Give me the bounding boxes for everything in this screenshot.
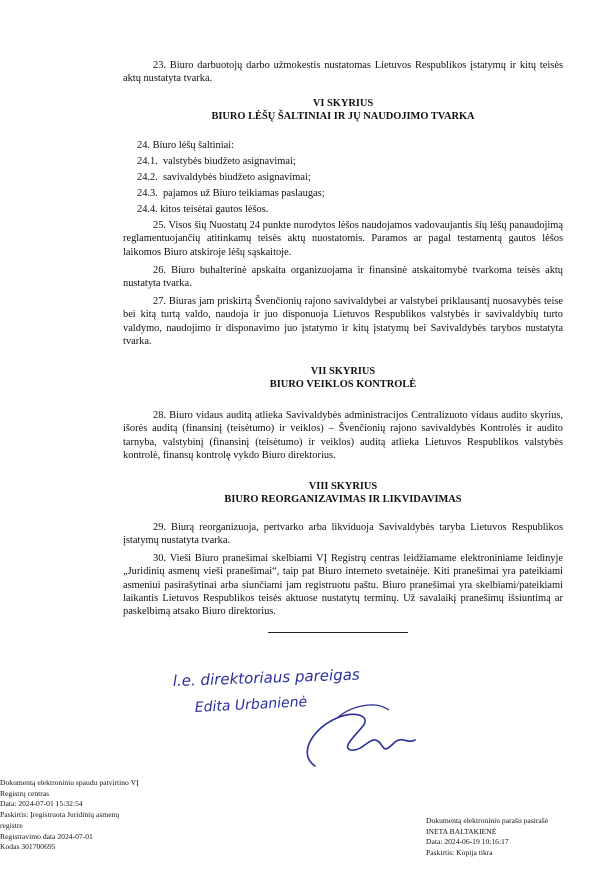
paragraph-29: 29. Biurą reorganizuoja, pertvarko arba likviduoja Savivaldybės taryba Lietuvos Respublikos įstatymų nustatyta tvarka. bbox=[123, 522, 563, 547]
paragraph-28: 28. Biuro vidaus auditą atlieka Savivaldybės administracijos Centralizuoto vidaus audito skyrius, išorės auditą (finansinį (teisėtumo) ir veiklos) – Švenčionių rajono savivaldybės Kontrolės ir audito tarnyba, valstybinį (finansinį (teisėtumo) ir veiklos) auditą atlieka Lietuvos Respublikos valstybės kontrolė, finansų kontrolę vykdo Biuro direktorius. bbox=[123, 410, 563, 461]
list-24-item-4: 24.4. kitos teisėtai gautos lėšos. bbox=[137, 204, 269, 215]
list-24-item-2: 24.2. savivaldybės biudžeto asignavimai; bbox=[137, 172, 311, 183]
section-7-number: VII SKYRIUS bbox=[310, 366, 376, 377]
paragraph-23: 23. Biuro darbuotojų darbo užmokestis nustatomas Lietuvos Respublikos įstatymų ir kitų teisės aktų nustatyta tvarka. bbox=[123, 60, 563, 85]
section-6-title: BIURO LĖŠŲ ŠALTINIAI IR JŲ NAUDOJIMO TVARKA bbox=[211, 111, 475, 122]
signature-scribble bbox=[307, 714, 415, 766]
registry-stamp-line: Kodas 301700695 bbox=[0, 842, 56, 852]
section-6-number: VI SKYRIUS bbox=[312, 98, 374, 109]
e-signature-stamp-line: Data: 2024-06-19 10:16:17 bbox=[426, 837, 509, 847]
handwritten-signature bbox=[165, 662, 465, 772]
e-signature-stamp bbox=[426, 816, 548, 859]
paragraph-30: 30. Vieši Biuro pranešimai skelbiami VĮ Registrų centras leidžiamame elektroniniame leidinyje „Juridinių asmenų vieši pranešimai“, taip pat Biuro interneto svetainėje. Kiti pranešimai yra pateikiami asmeniui pasirašytinai arba siunčiami jam registruotu paštu. Biuro pranešimai yra skelbiami/pateikiami laikantis Lietuvos Respublikos teisės aktuose nustatytų terminų. Už savalaikį pranešimų išsiuntimą ar paskelbimą atsako Biuro direktorius. bbox=[123, 553, 563, 618]
registry-stamp-line: Registravimo data 2024-07-01 bbox=[0, 831, 93, 841]
paragraph-25: 25. Visos šių Nuostatų 24 punkte nurodytos lėšos naudojamos vadovaujantis šių lėšų panaudojimą reglamentuojančių atitinkamų teisės aktų nuostatomis. Paramos ar pagal testamentą gautos lėšos laikomos Biuro atskiroje lėšų sąskaitoje. bbox=[123, 220, 563, 258]
section-7-title: BIURO VEIKLOS KONTROLĖ bbox=[269, 379, 417, 390]
section-8-number: VIII SKYRIUS bbox=[308, 481, 378, 492]
paragraph-27: 27. Biuras jam priskirtą Švenčionių rajono savivaldybei ar valstybei priklausantį nuosavybės teise bei kitą turtą valdo, naudoja ir juo disponuoja Lietuvos Respublikos valstybės ir savivaldybių turto valdymo, naudojimo ir disponavimo juo įstatymo ir kitų įstatymų bei Savivaldybės tarybos nustatyta tvarka. bbox=[123, 296, 563, 347]
closing-divider bbox=[268, 632, 408, 633]
e-signature-stamp-line: Dokumentą elektroniniu parašu pasirašė bbox=[426, 816, 549, 825]
registry-stamp-line: Dokumentą elektroniniu spaudu patvirtino VĮ bbox=[0, 778, 139, 787]
registry-stamp-line: Registrų centras bbox=[0, 788, 50, 798]
registry-stamp-line: Paskirtis: Įregistruota Juridinių asmenų bbox=[0, 810, 120, 820]
section-8-title: BIURO REORGANIZAVIMAS IR LIKVIDAVIMAS bbox=[224, 494, 462, 505]
paragraph-26: 26. Biuro buhalterinė apskaita organizuojama ir finansinė atskaitomybė tvarkoma teisės aktų nustatyta tvarka. bbox=[123, 265, 563, 290]
list-24-item-3: 24.3. pajamos už Biuro teikiamas paslaugas; bbox=[137, 188, 325, 199]
list-24-intro: 24. Biuro lėšų šaltiniai: bbox=[137, 140, 234, 151]
registry-stamp-line: Data: 2024-07-01 15:32:54 bbox=[0, 799, 83, 809]
registry-stamp-line: registre bbox=[0, 820, 23, 830]
handwritten-name-note: Edita Urbanienė bbox=[194, 694, 308, 716]
list-24-item-1: 24.1. valstybės biudžeto asignavimai; bbox=[137, 156, 296, 167]
e-signature-stamp-line: INETA BALTAKIENĖ bbox=[426, 826, 497, 836]
handwritten-position-note: l.e. direktoriaus pareigas bbox=[172, 665, 360, 690]
e-signature-stamp-line: Paskirtis: Kopija tikra bbox=[426, 848, 493, 858]
registry-stamp bbox=[0, 778, 139, 853]
